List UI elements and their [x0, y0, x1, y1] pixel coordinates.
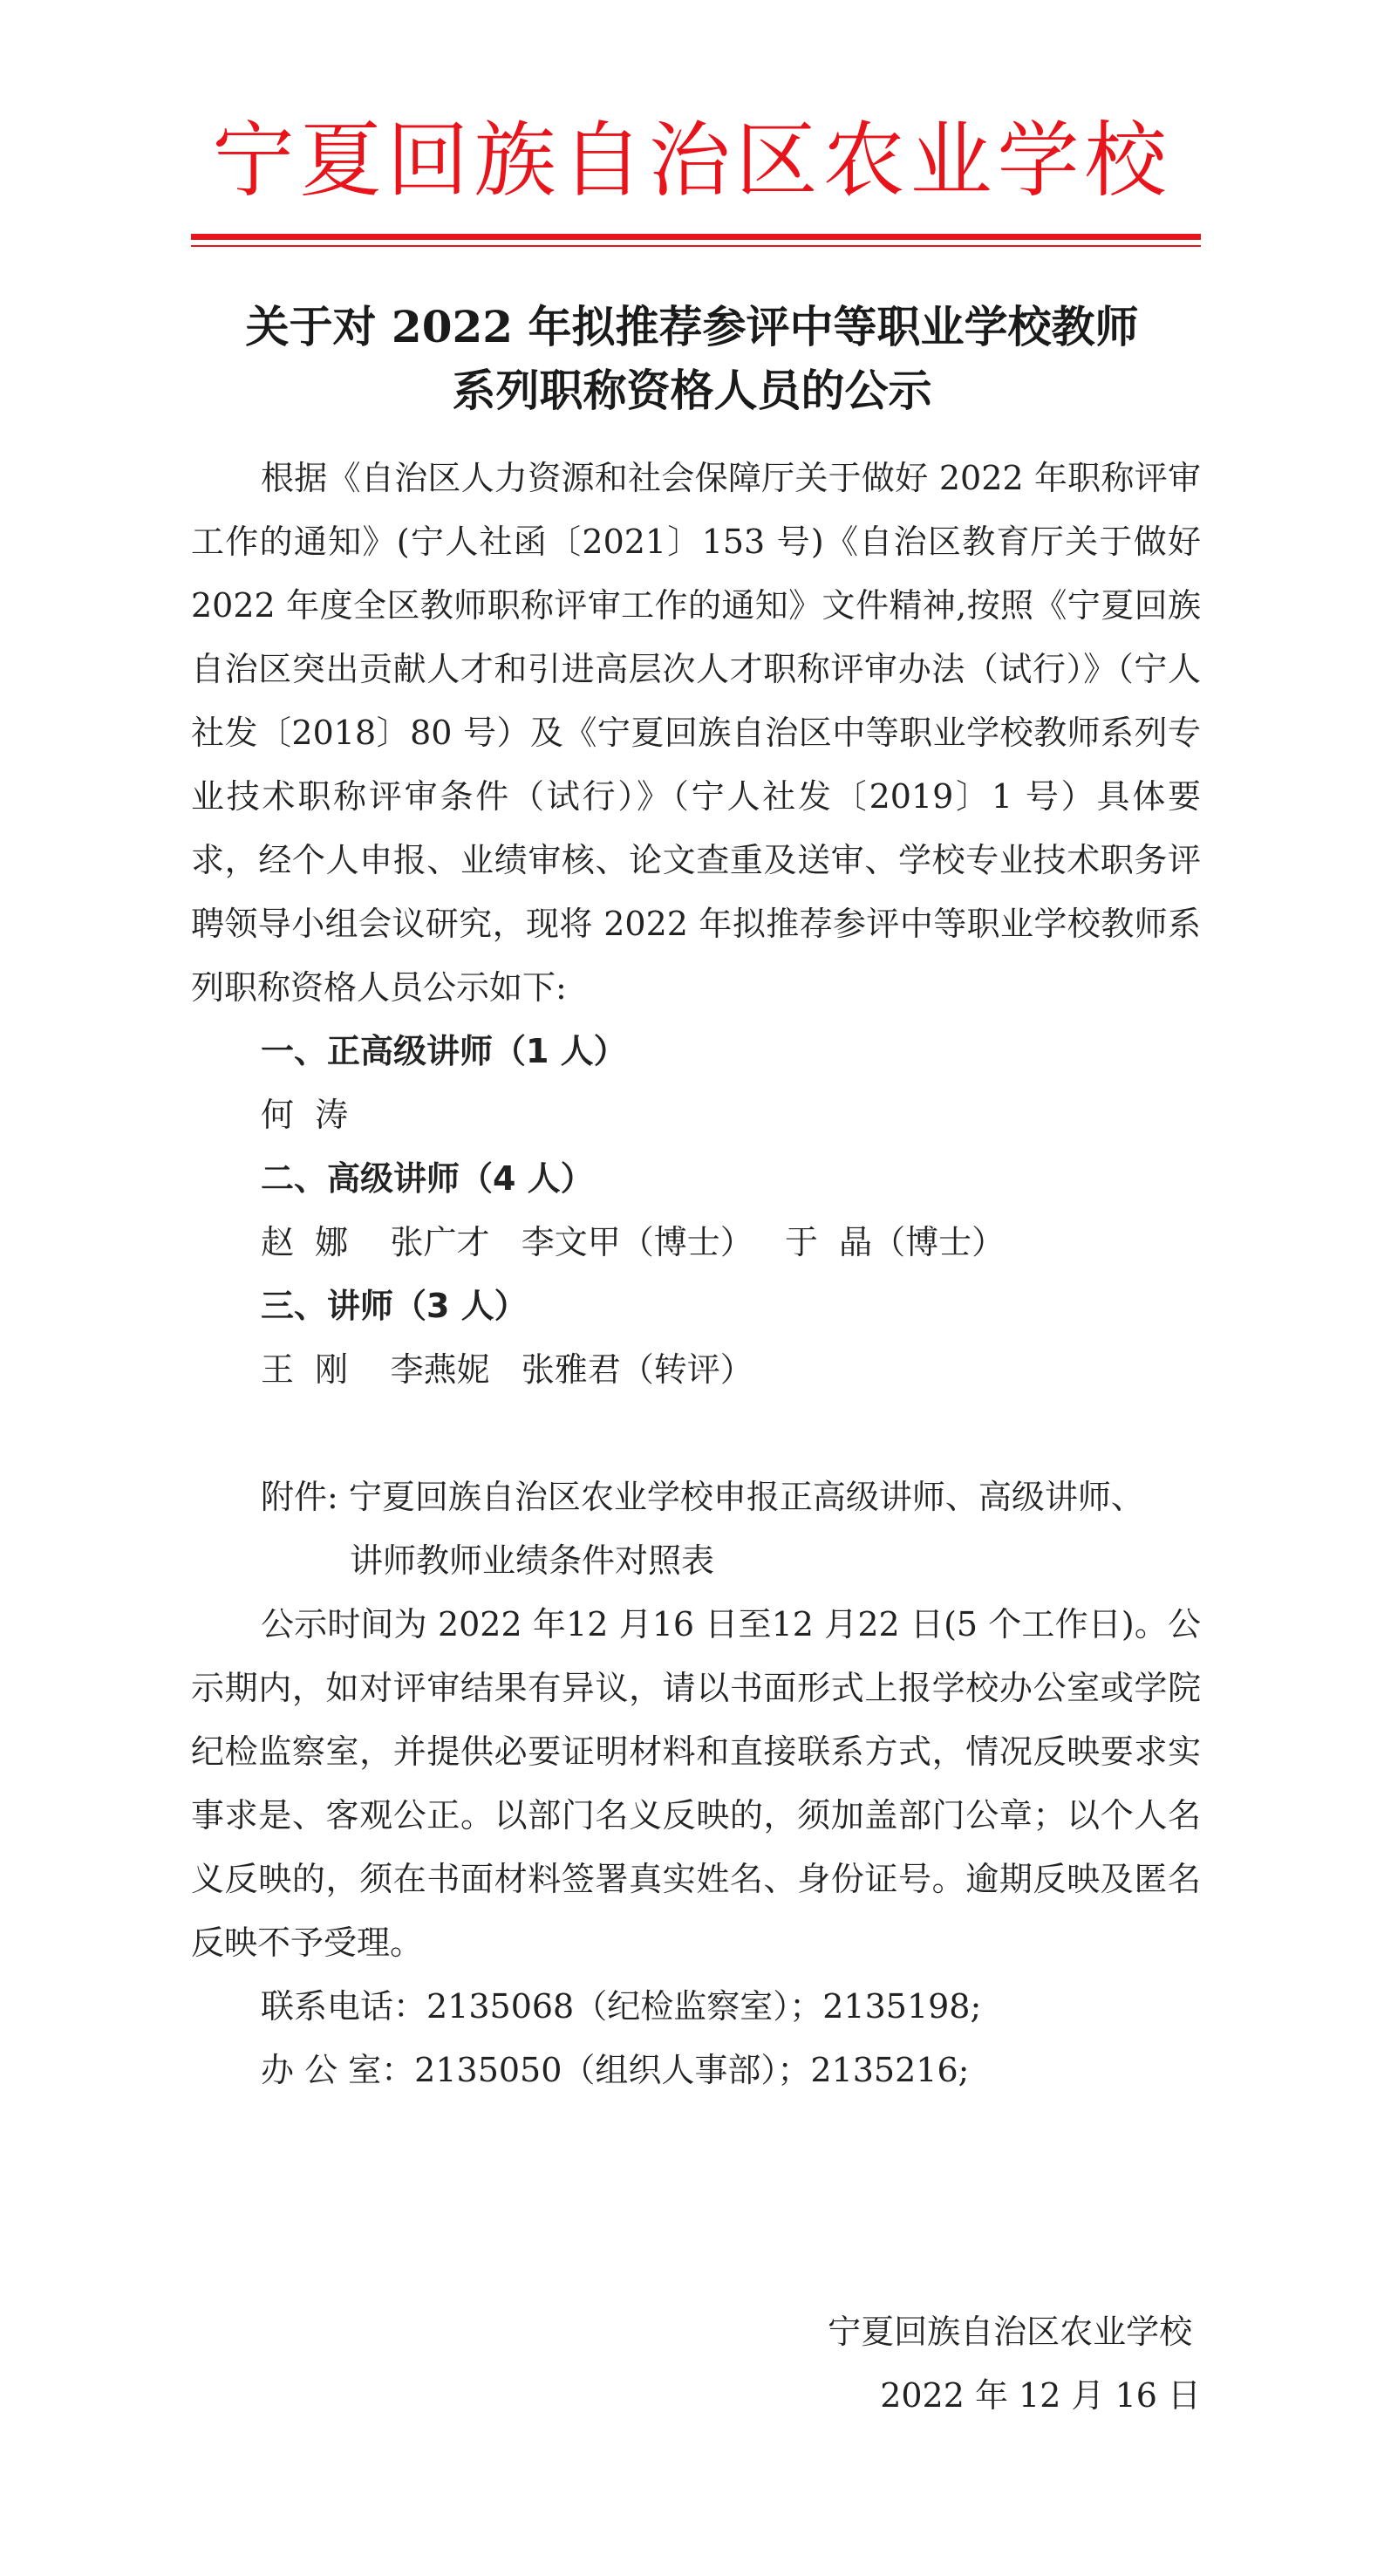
document-title-line-2: 系列职称资格人员的公示	[452, 365, 932, 416]
intro-paragraph: 根据《自治区人力资源和社会保障厅关于做好 2022 年职称评审工作的通知》(宁人社函〔2021〕153 号)《自治区教育厅关于做好 2022 年度全区教师职称评审工作的通知》文件精神,按照《宁夏回族自治区突出贡献人才和引进高层次人才职称评审办法（试行）》（宁人社发〔2018〕80 号）及《宁夏回族自治区中等职业学校教师系列专业技术职称评审条件（试行）》（宁人社发〔2019〕1 号）具体要求，经个人申报、业绩审核、论文查重及送审、学校专业技术职务评聘领导小组会议研究，现将 2022 年拟推荐参评中等职业学校教师系列职称资格人员公示如下:	[191, 459, 1201, 1007]
signature-block	[819, 2300, 1201, 2428]
attachment-line-2: 讲师教师业绩条件对照表	[350, 1541, 715, 1580]
masthead-rule-thin	[191, 245, 1201, 247]
section-names-lecturer: 王 刚 李燕妮 张雅君（转评）	[261, 1350, 753, 1389]
notice-paragraph: 公示时间为 2022 年12 月16 日至12 月22 日(5 个工作日)。公示期内，如对评审结果有异议，请以书面形式上报学校办公室或学院纪检监察室，并提供必要证明材料和直接联系方式，情况反映要求实事求是、客观公正。以部门名义反映的，须加盖部门公章；以个人名义反映的，须在书面材料签署真实姓名、身份证号。逾期反映及匿名反映不予受理。	[191, 1605, 1201, 1962]
section-heading-senior-lecturer-full: 一、正高级讲师（1 人）	[261, 1032, 627, 1070]
signature-date: 2022 年 12 月 16 日	[880, 2376, 1201, 2415]
attachment-line-1: 附件: 宁夏回族自治区农业学校申报正高级讲师、高级讲师、	[261, 1478, 1144, 1516]
masthead-rule-thick	[191, 234, 1201, 240]
contact-office-line: 办 公 室：2135050（组织人事部）；2135216;	[261, 2051, 970, 2089]
signature-organization: 宁夏回族自治区农业学校	[828, 2313, 1193, 2351]
document-title	[131, 295, 1253, 422]
masthead-title: 宁夏回族自治区农业学校	[212, 113, 1172, 208]
section-names-senior-lecturer-full: 何 涛	[261, 1096, 349, 1134]
document-body	[191, 447, 1201, 2102]
section-heading-senior-lecturer: 二、高级讲师（4 人）	[261, 1159, 594, 1198]
contact-phone-line: 联系电话：2135068（纪检监察室）；2135198;	[261, 1987, 982, 2026]
document-title-line-1: 关于对 2022 年拟推荐参评中等职业学校教师	[245, 301, 1139, 352]
blank-line	[191, 1402, 1201, 1466]
section-names-senior-lecturer: 赵 娜 张广才 李文甲（博士） 于 晶（博士）	[261, 1223, 1006, 1261]
section-heading-lecturer: 三、讲师（3 人）	[261, 1287, 528, 1325]
